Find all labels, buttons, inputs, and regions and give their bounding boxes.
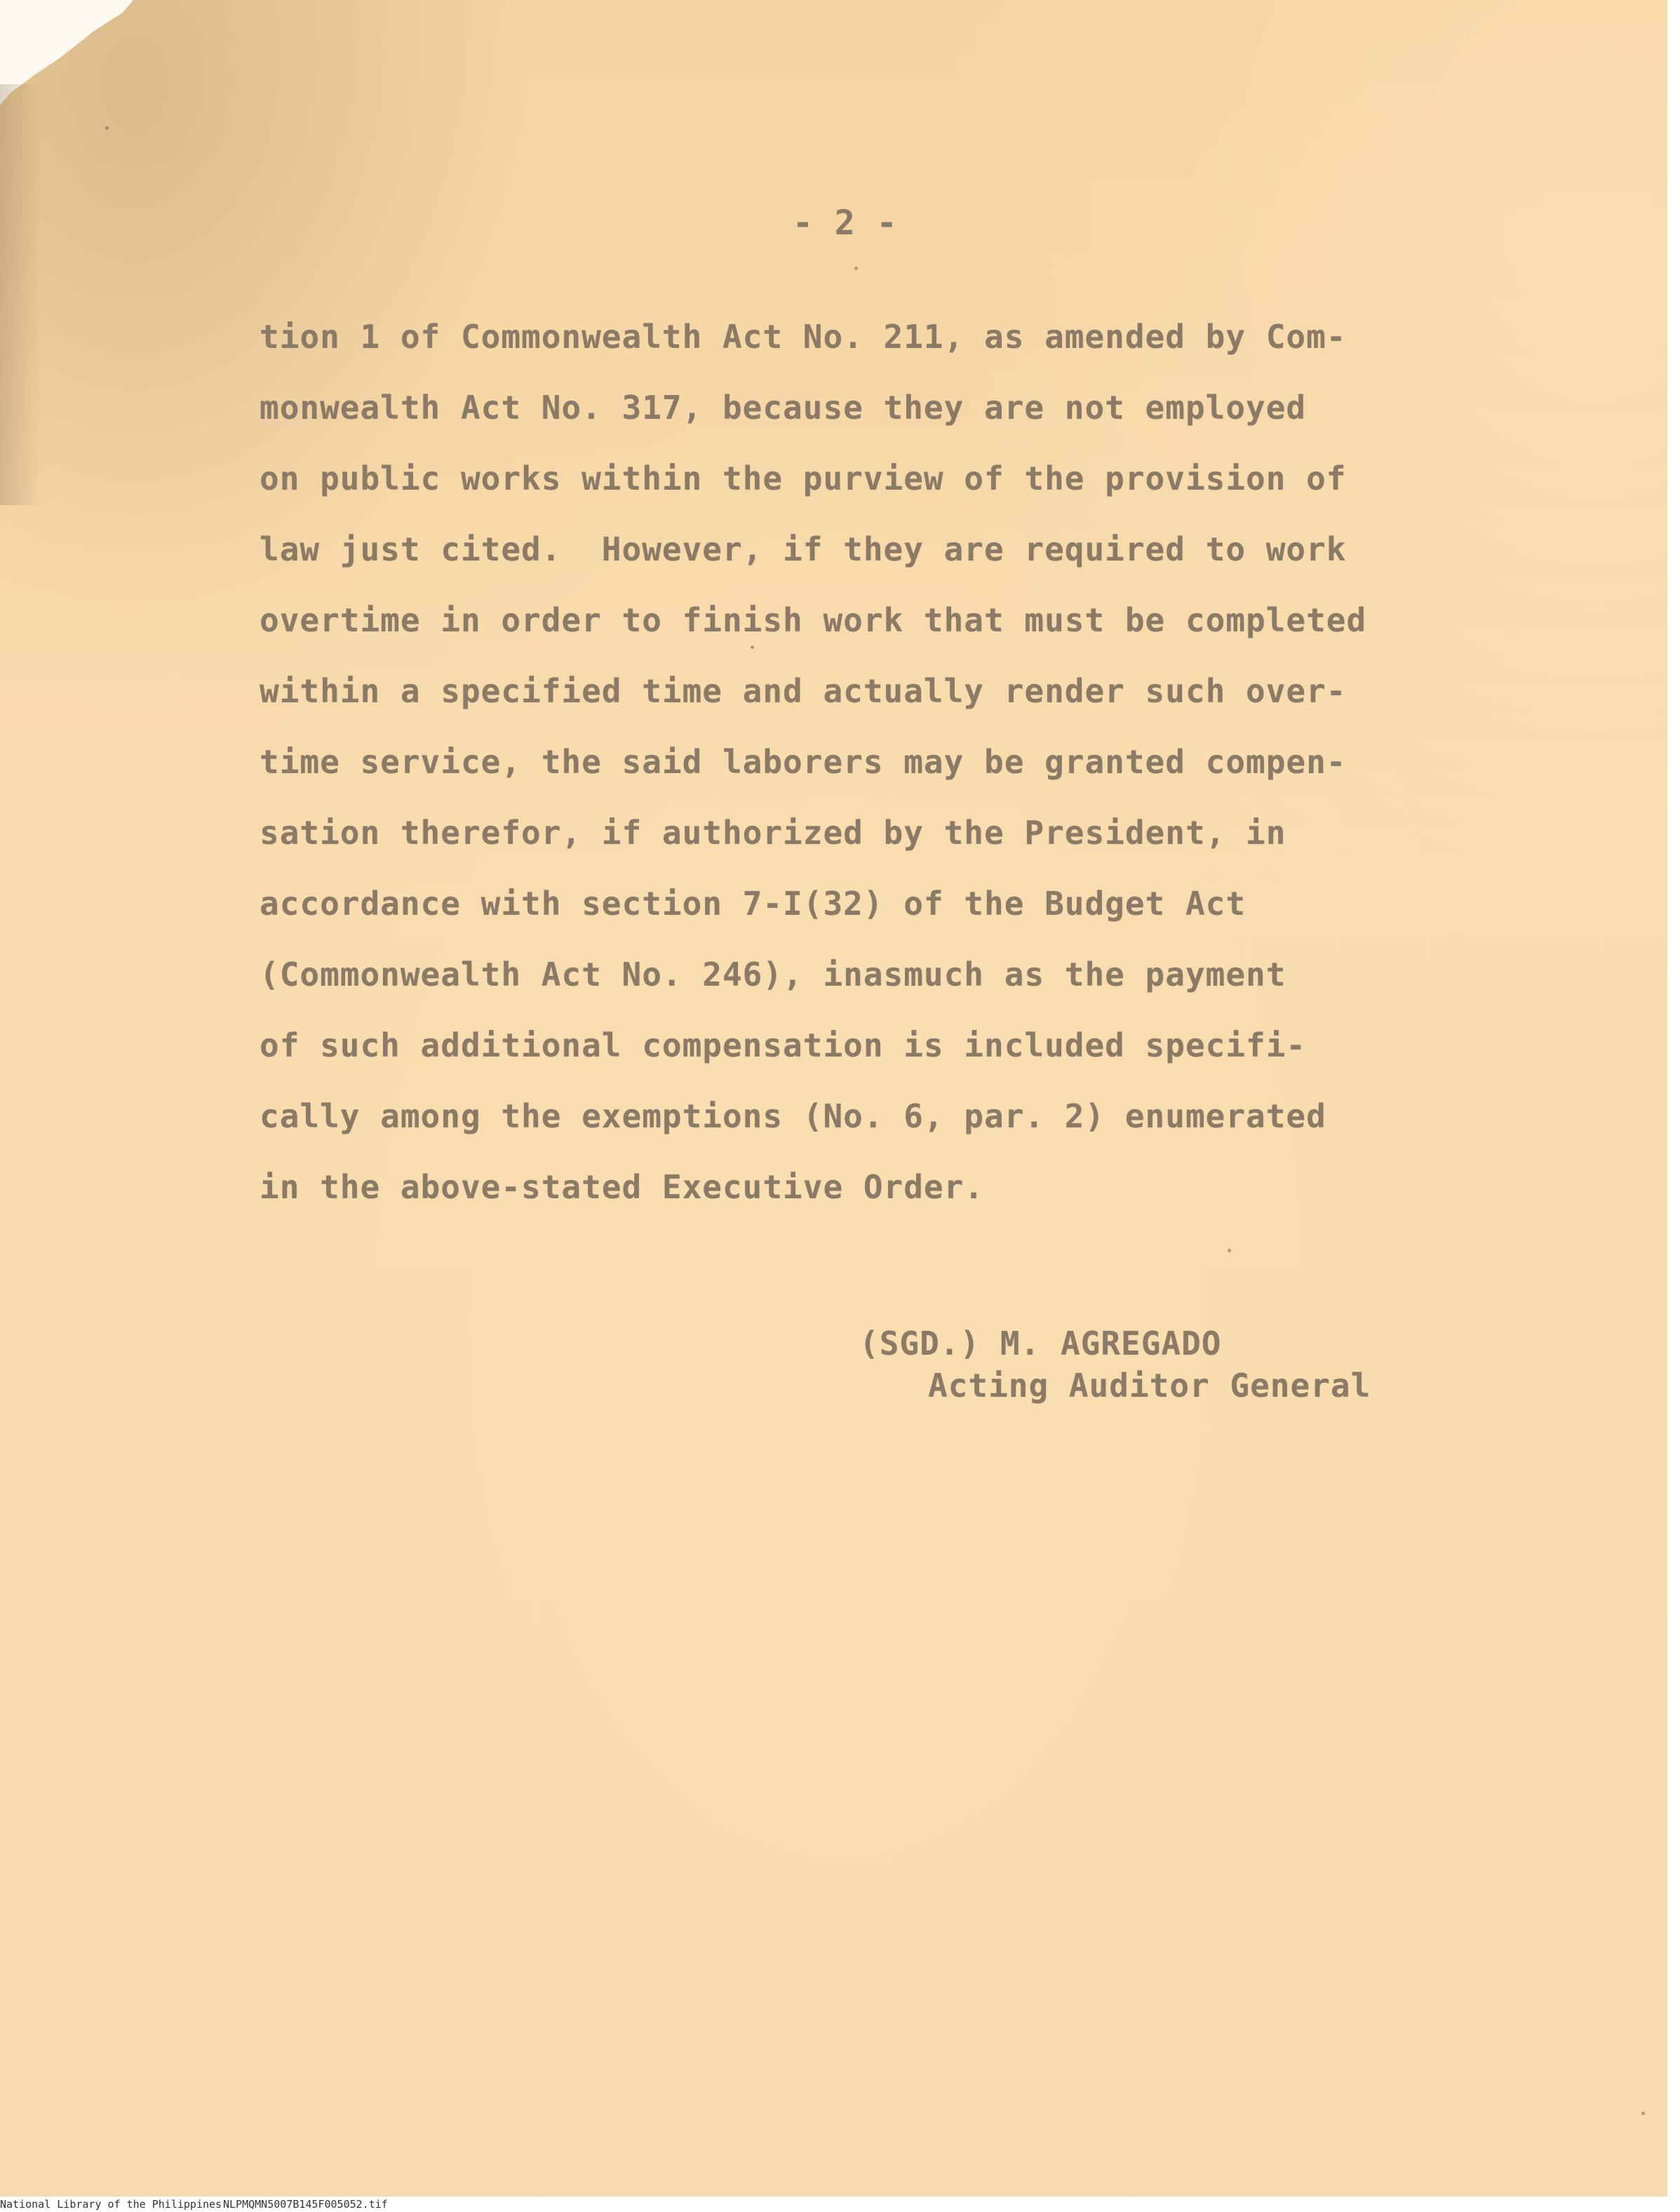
body-line: within a specified time and actually render such over- bbox=[260, 672, 1347, 710]
signature-block bbox=[859, 1322, 1371, 1407]
scan-footer-institution: National Library of the Philippines bbox=[0, 2198, 222, 2211]
body-line: time service, the said laborers may be granted compen- bbox=[260, 743, 1347, 781]
scan-margin-right bbox=[1667, 0, 1680, 2212]
body-line: of such additional compensation is included specifi- bbox=[260, 1026, 1307, 1064]
body-line: cally among the exemptions (No. 6, par. 2) enumerated bbox=[260, 1097, 1326, 1135]
body-line: overtime in order to finish work that must be completed bbox=[260, 601, 1367, 639]
page-stain bbox=[0, 84, 42, 505]
body-line: tion 1 of Commonwealth Act No. 211, as amended by Com- bbox=[260, 318, 1347, 356]
signatory-name: (SGD.) M. AGREGADO bbox=[859, 1325, 1222, 1362]
body-text bbox=[260, 302, 1438, 1223]
body-line: (Commonwealth Act No. 246), inasmuch as the payment bbox=[260, 956, 1286, 993]
scan-footer-filename: NLPMQMN5007B145F005052.tif bbox=[223, 2198, 388, 2211]
page-number: - 2 - bbox=[793, 203, 898, 243]
body-line: in the above-stated Executive Order. bbox=[260, 1168, 984, 1206]
body-line: on public works within the purview of the provision of bbox=[260, 460, 1347, 497]
body-line: law just cited. However, if they are required to work bbox=[260, 530, 1347, 568]
signatory-title: Acting Auditor General bbox=[928, 1367, 1371, 1405]
body-line: monwealth Act No. 317, because they are not employed bbox=[260, 389, 1307, 427]
body-line: sation therefor, if authorized by the President, in bbox=[260, 814, 1286, 852]
body-line: accordance with section 7-I(32) of the Budget Act bbox=[260, 885, 1246, 923]
